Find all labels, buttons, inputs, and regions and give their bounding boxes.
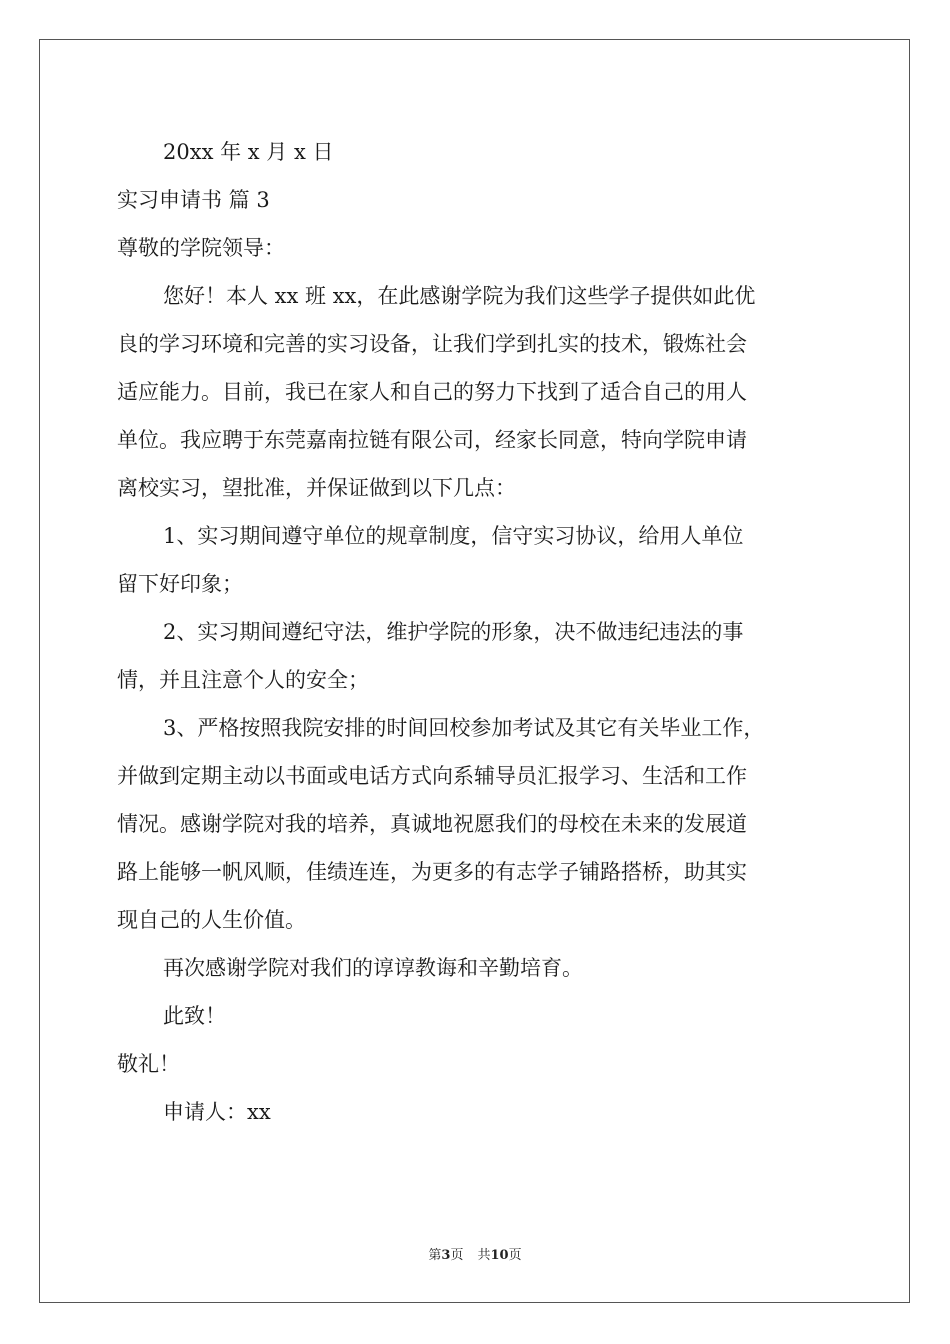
paragraph-point-3 — [117, 704, 837, 944]
current-page-number: 3 — [441, 1248, 451, 1263]
text-line: 留下好印象； — [117, 572, 243, 596]
text-line: 离校实习，望批准，并保证做到以下几点： — [117, 476, 516, 500]
text-line: 1、实习期间遵守单位的规章制度，信守实习协议，给用人单位 — [163, 524, 744, 548]
paragraph-point-1 — [117, 512, 837, 608]
paragraph-thanks — [117, 944, 837, 992]
closing-regards: 此致！ — [163, 1004, 226, 1028]
text-line: 适应能力。目前，我已在家人和自己的努力下找到了适合自己的用人 — [117, 380, 747, 404]
document-body — [117, 128, 837, 1136]
signature-line: 申请人：xx — [163, 1100, 271, 1124]
text-line: 现自己的人生价值。 — [117, 908, 306, 932]
footer-prefix: 第 — [428, 1248, 442, 1263]
total-page-count: 10 — [490, 1248, 509, 1263]
text-line: 并做到定期主动以书面或电话方式向系辅导员汇报学习、生活和工作 — [117, 764, 747, 788]
text-line: 情，并且注意个人的安全； — [117, 668, 369, 692]
text-line: 您好！本人 xx 班 xx，在此感谢学院为我们这些学子提供如此优 — [163, 284, 756, 308]
text-line: 良的学习环境和完善的实习设备，让我们学到扎实的技术，锻炼社会 — [117, 332, 747, 356]
section-title: 实习申请书 篇 3 — [117, 188, 270, 212]
text-line: 情况。感谢学院对我的培养，真诚地祝愿我们的母校在未来的发展道 — [117, 812, 747, 836]
date-line: 20xx 年 x 月 x 日 — [163, 140, 334, 164]
footer-page-suffix: 页 — [450, 1248, 464, 1263]
paragraph-intro — [117, 272, 837, 512]
text-line: 3、严格按照我院安排的时间回校参加考试及其它有关毕业工作， — [163, 716, 765, 740]
footer-total-suffix: 页 — [508, 1248, 522, 1263]
text-line: 再次感谢学院对我们的谆谆教诲和辛勤培育。 — [163, 956, 583, 980]
paragraph-point-2 — [117, 608, 837, 704]
closing-salute: 敬礼！ — [117, 1052, 180, 1076]
text-line: 单位。我应聘于东莞嘉南拉链有限公司，经家长同意，特向学院申请 — [117, 428, 747, 452]
salutation: 尊敬的学院领导： — [117, 236, 285, 260]
text-line: 路上能够一帆风顺，佳绩连连，为更多的有志学子铺路搭桥，助其实 — [117, 860, 747, 884]
page-footer — [0, 1246, 950, 1266]
text-line: 2、实习期间遵纪守法，维护学院的形象，决不做违纪违法的事 — [163, 620, 744, 644]
footer-total-prefix: 共 — [477, 1248, 491, 1263]
